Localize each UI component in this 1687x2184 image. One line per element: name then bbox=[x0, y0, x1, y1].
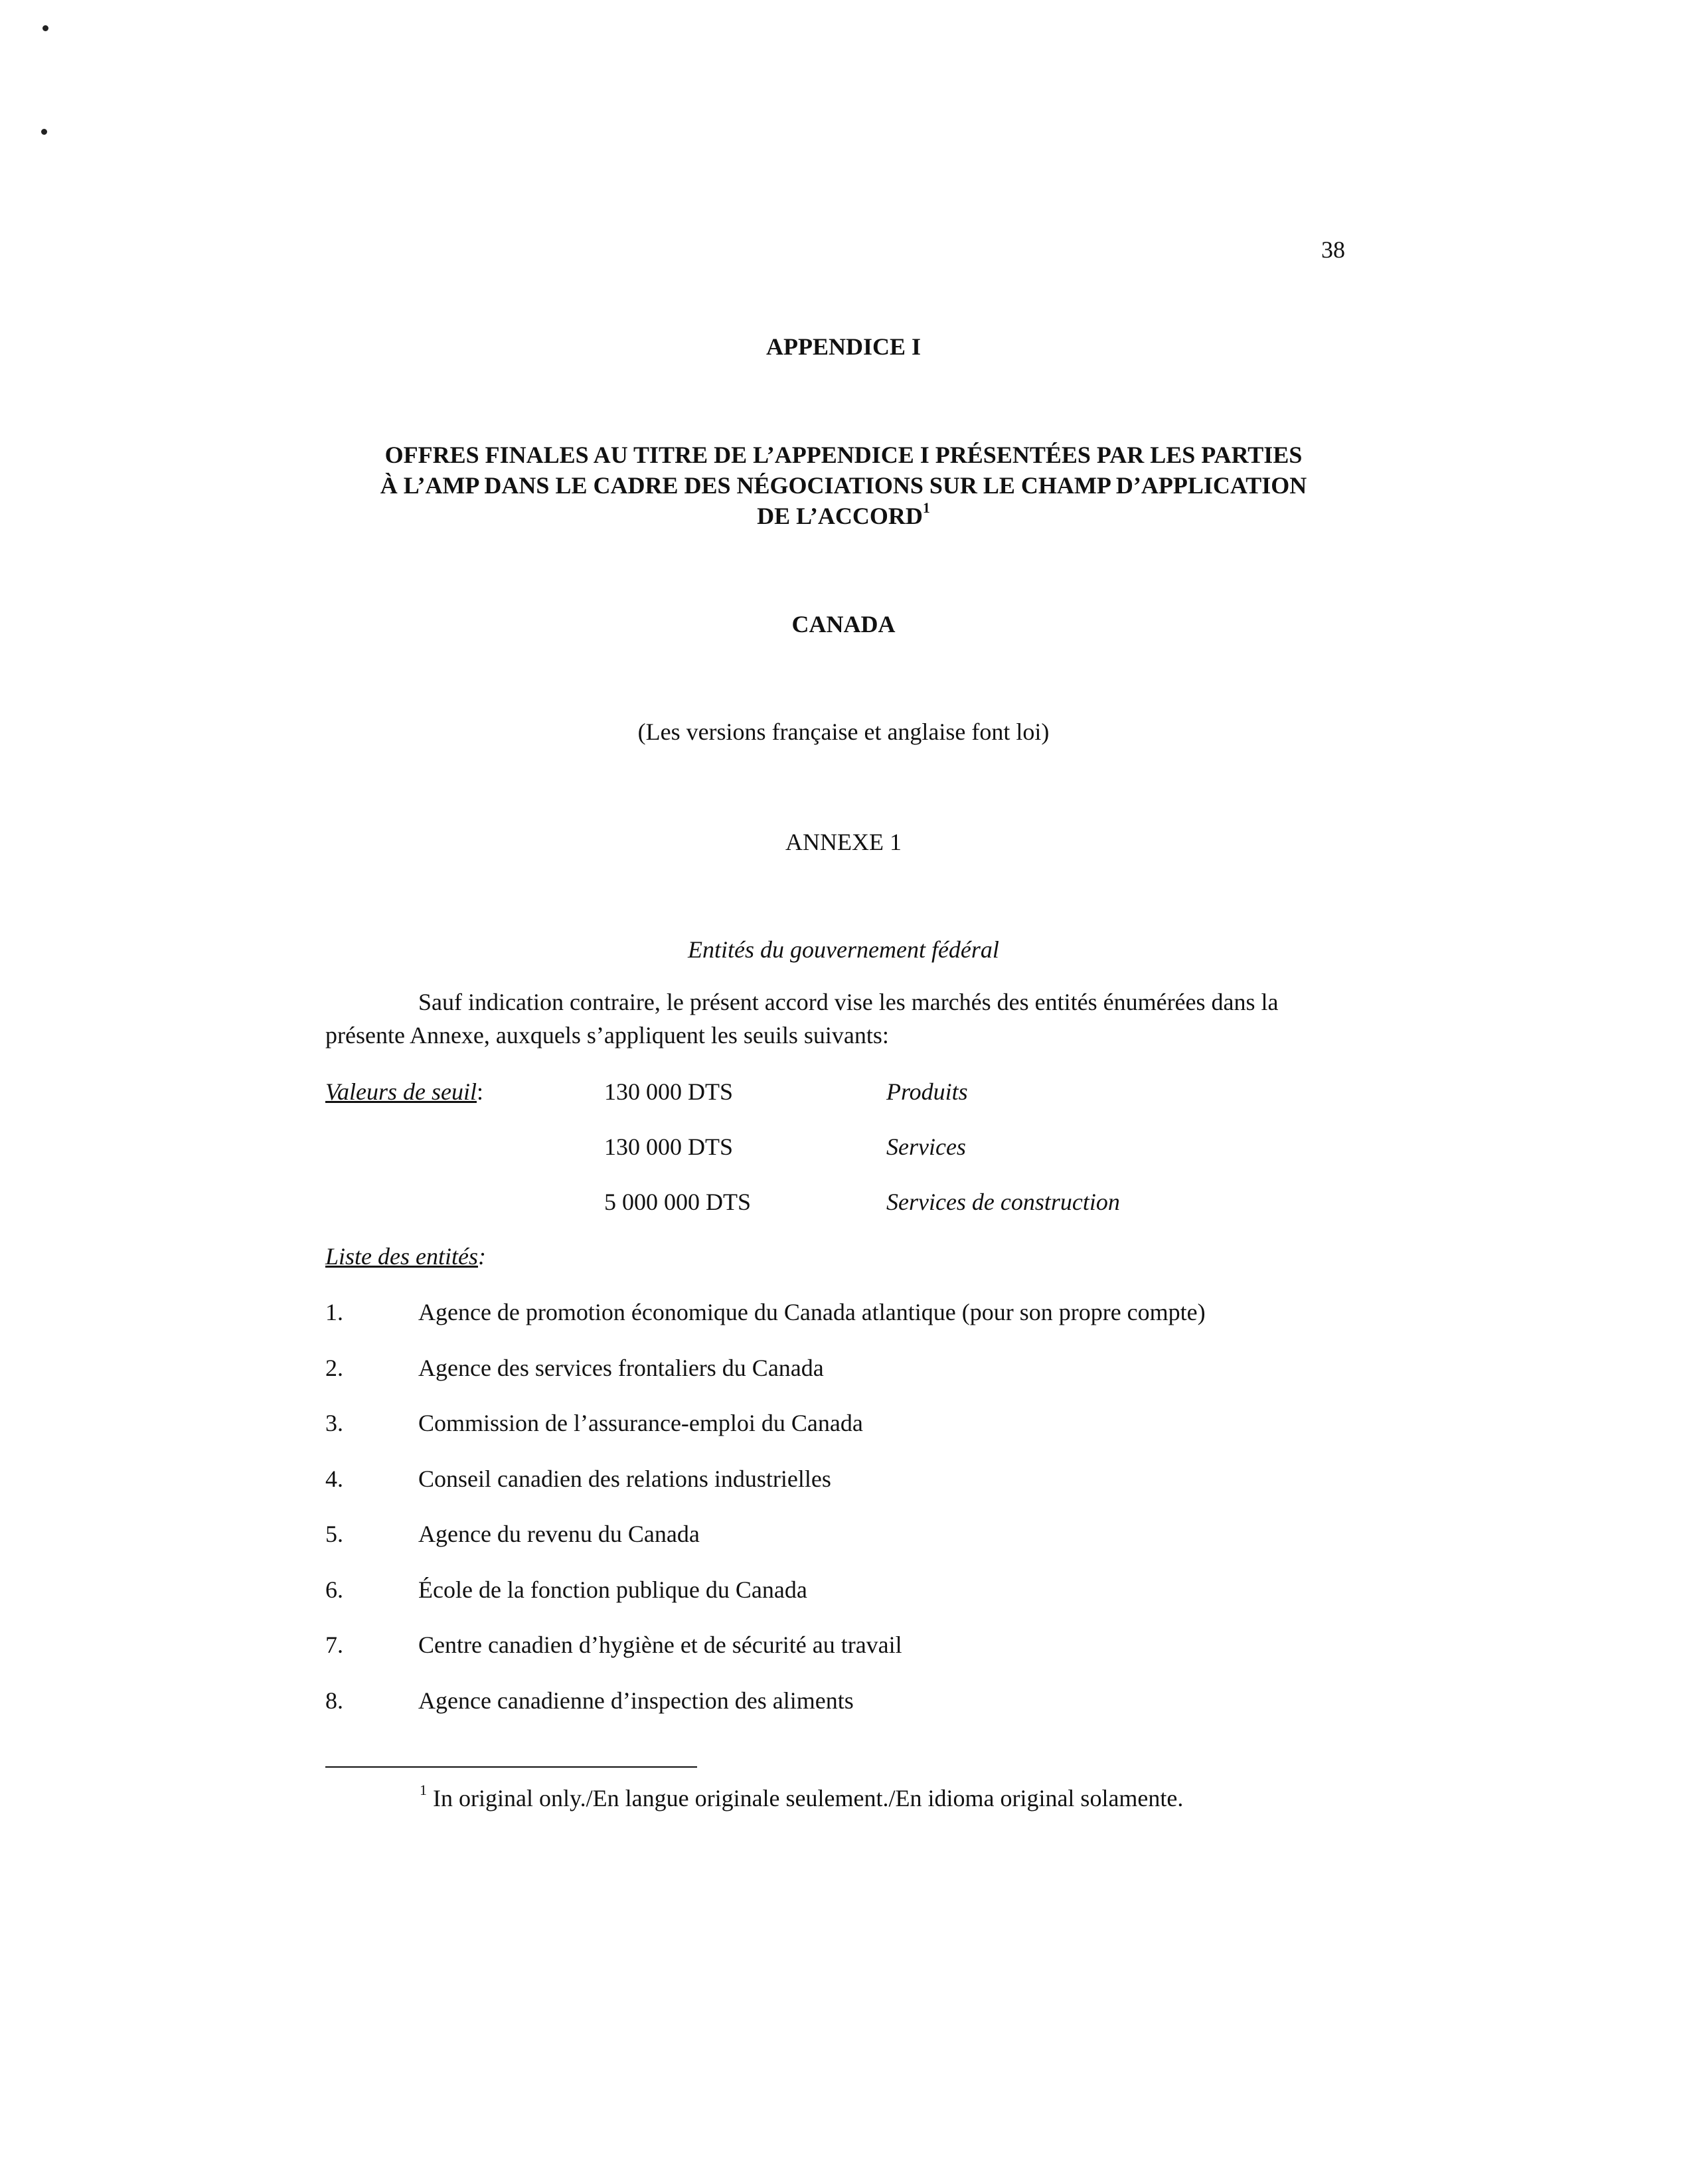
list-item-number: 8. bbox=[325, 1687, 343, 1714]
country-heading: CANADA bbox=[791, 611, 896, 637]
thresholds-label bbox=[325, 1077, 483, 1106]
list-item-number: 6. bbox=[325, 1576, 343, 1603]
list-item-number: 5. bbox=[325, 1521, 343, 1547]
entities-label-suffix: : bbox=[477, 1243, 486, 1270]
list-item-number: 1. bbox=[325, 1299, 343, 1325]
margin-dot-bottom bbox=[41, 129, 47, 135]
threshold-category-3: Services de construction bbox=[886, 1189, 1120, 1215]
annex-subtitle: Entités du gouvernement fédéral bbox=[688, 936, 999, 963]
list-item-text: Agence de promotion économique du Canada atlantique (pour son propre compte) bbox=[418, 1299, 1206, 1325]
title-line-2: À L’AMP DANS LE CADRE DES NÉGOCIATIONS SUR LE CHAMP D’APPLICATION bbox=[380, 472, 1307, 499]
list-item-text: École de la fonction publique du Canada bbox=[418, 1576, 807, 1603]
list-item-text: Agence du revenu du Canada bbox=[418, 1521, 700, 1547]
annex-label: ANNEXE 1 bbox=[785, 829, 902, 855]
threshold-value-2: 130 000 DTS bbox=[604, 1134, 734, 1160]
list-item-number: 4. bbox=[325, 1466, 343, 1492]
list-item-number: 3. bbox=[325, 1410, 343, 1436]
title-line-3 bbox=[0, 501, 1687, 531]
appendix-heading: APPENDICE I bbox=[765, 333, 921, 360]
footnote-marker: 1 bbox=[420, 1782, 427, 1798]
page-title bbox=[0, 440, 1687, 531]
footnote bbox=[420, 1784, 1183, 1813]
threshold-value-1: 130 000 DTS bbox=[604, 1078, 734, 1105]
threshold-category-2: Services bbox=[886, 1134, 966, 1160]
entities-label bbox=[325, 1242, 486, 1271]
list-item-text: Centre canadien d’hygiène et de sécurité au travail bbox=[418, 1632, 902, 1658]
threshold-category-1: Produits bbox=[886, 1078, 968, 1105]
title-line-3-text: DE L’ACCORD bbox=[757, 503, 923, 529]
versions-note: (Les versions française et anglaise font loi) bbox=[637, 718, 1050, 745]
list-item-number: 2. bbox=[325, 1355, 343, 1381]
title-footnote-ref: 1 bbox=[922, 499, 930, 516]
thresholds-label-text: Valeurs de seuil bbox=[325, 1078, 477, 1105]
threshold-value-3: 5 000 000 DTS bbox=[604, 1189, 752, 1215]
intro-paragraph bbox=[325, 985, 1361, 1052]
list-item-text: Agence des services frontaliers du Canada bbox=[418, 1355, 824, 1381]
title-line-1: OFFRES FINALES AU TITRE DE L’APPENDICE I PRÉSENTÉES PAR LES PARTIES bbox=[384, 442, 1303, 468]
margin-dot-top bbox=[42, 25, 48, 31]
list-item-number: 7. bbox=[325, 1632, 343, 1658]
list-item-text: Commission de l’assurance-emploi du Canada bbox=[418, 1410, 863, 1436]
thresholds-label-suffix: : bbox=[476, 1078, 483, 1105]
page-number: 38 bbox=[1321, 236, 1345, 263]
list-item-text: Conseil canadien des relations industrielles bbox=[418, 1466, 831, 1492]
intro-line-1: Sauf indication contraire, le présent accord vise les marchés des entités énumérées dans la bbox=[418, 989, 1279, 1015]
list-item-text: Agence canadienne d’inspection des aliments bbox=[418, 1687, 854, 1714]
intro-line-2: présente Annexe, auxquels s’appliquent les seuils suivants: bbox=[325, 1022, 889, 1049]
entities-label-text: Liste des entités bbox=[325, 1243, 478, 1270]
footnote-text: In original only./En langue originale seulement./En idioma original solamente. bbox=[433, 1785, 1184, 1811]
footnote-divider bbox=[325, 1766, 697, 1768]
